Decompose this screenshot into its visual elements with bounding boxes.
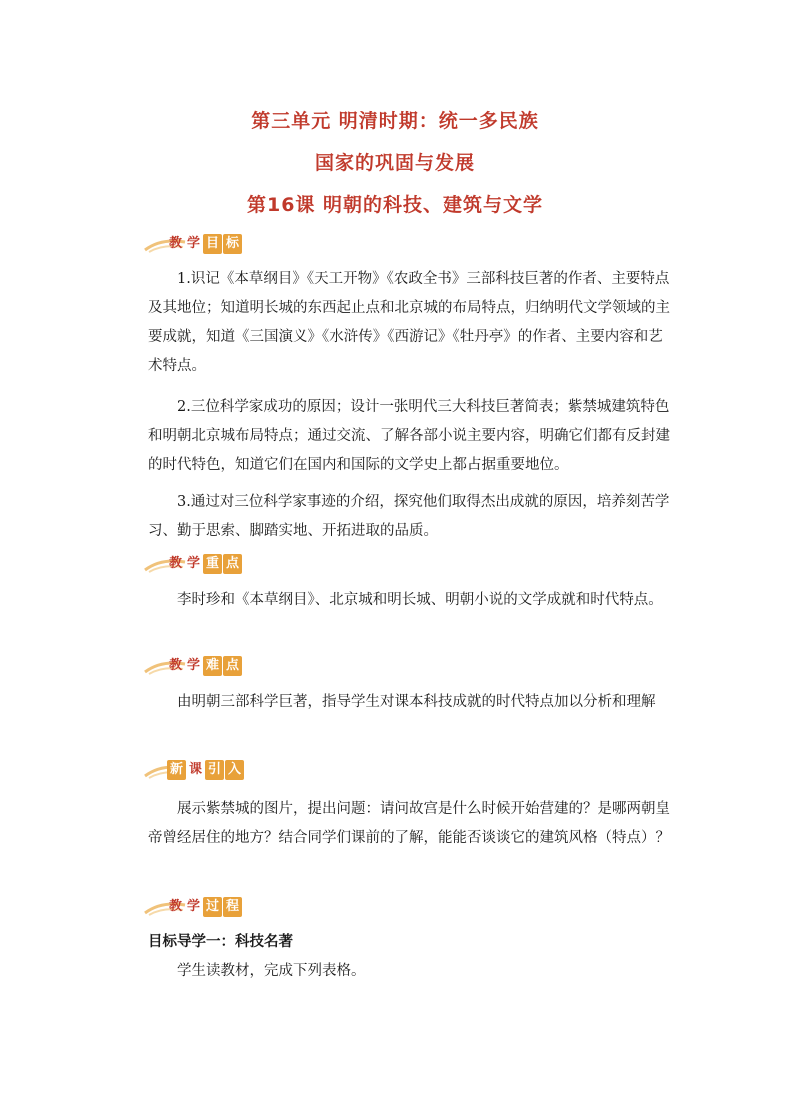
badge-char: 入	[225, 760, 244, 780]
intro-text: 展示紫禁城的图片，提出问题：请问故宫是什么时候开始营建的？是哪两朝皇帝曾经居住的地方？结合同学们课前的了解，能能否谈谈它的建筑风格（特点）？	[148, 801, 670, 846]
badge-char: 教	[169, 658, 183, 673]
difficulties-text: 由明朝三部科学巨著，指导学生对课本科技成就的时代特点加以分析和理解	[177, 694, 656, 710]
badge-char: 课	[189, 762, 203, 777]
badge-char: 标	[223, 234, 242, 254]
badge-char: 难	[203, 656, 222, 676]
badge-char: 教	[169, 899, 183, 914]
goal-item-1: 1.识记《本草纲目》《天工开物》《农政全书》三部科技巨著的作者、主要特点及其地位；知道明长城的东西起止点和北京城的布局特点，归纳明代文学领域的主要成就，知道《三国演义》《水浒传》《西游记》《牡丹亭》的作者、主要内容和艺术特点。	[148, 271, 670, 374]
badge-char: 学	[187, 236, 201, 251]
badge-char: 学	[187, 899, 201, 914]
badge-char: 学	[187, 658, 201, 673]
unit-title: 第三单元 明清时期：统一多民族	[251, 110, 539, 132]
unit-subtitle: 国家的巩固与发展	[314, 152, 475, 174]
lesson-title: 第16课 明朝的科技、建筑与文学	[246, 194, 544, 216]
badge-char: 教	[169, 236, 183, 251]
badge-char: 目	[203, 234, 222, 254]
goal-item-3: 3.通过对三位科学家事迹的介绍，探究他们取得杰出成就的原因，培养刻苦学习、勤于思索、脚踏实地、开拓进取的品质。	[148, 494, 670, 539]
section-badge-intro	[143, 758, 263, 782]
badge-char: 点	[223, 554, 242, 574]
section-badge-process	[143, 895, 263, 919]
badge-char: 程	[223, 897, 242, 917]
section-badge-key-points	[143, 552, 263, 576]
badge-char: 引	[205, 760, 224, 780]
section-badge-difficulties	[143, 654, 263, 678]
badge-char: 重	[203, 554, 222, 574]
badge-char: 新	[167, 760, 186, 780]
badge-char: 点	[223, 656, 242, 676]
section-badge-goals	[143, 232, 263, 256]
badge-char: 教	[169, 556, 183, 571]
process-subheading: 目标导学一：科技名著	[148, 934, 293, 950]
process-text: 学生读教材，完成下列表格。	[177, 963, 366, 979]
key-points-text: 李时珍和《本草纲目》、北京城和明长城、明朝小说的文学成就和时代特点。	[177, 592, 663, 608]
badge-char: 过	[203, 897, 222, 917]
badge-char: 学	[187, 556, 201, 571]
goal-item-2: 2.三位科学家成功的原因；设计一张明代三大科技巨著简表；紫禁城建筑特色和明朝北京城布局特点；通过交流、了解各部小说主要内容，明确它们都有反封建的时代特色，知道它们在国内和国际的文学史上都占据重要地位。	[148, 399, 670, 473]
